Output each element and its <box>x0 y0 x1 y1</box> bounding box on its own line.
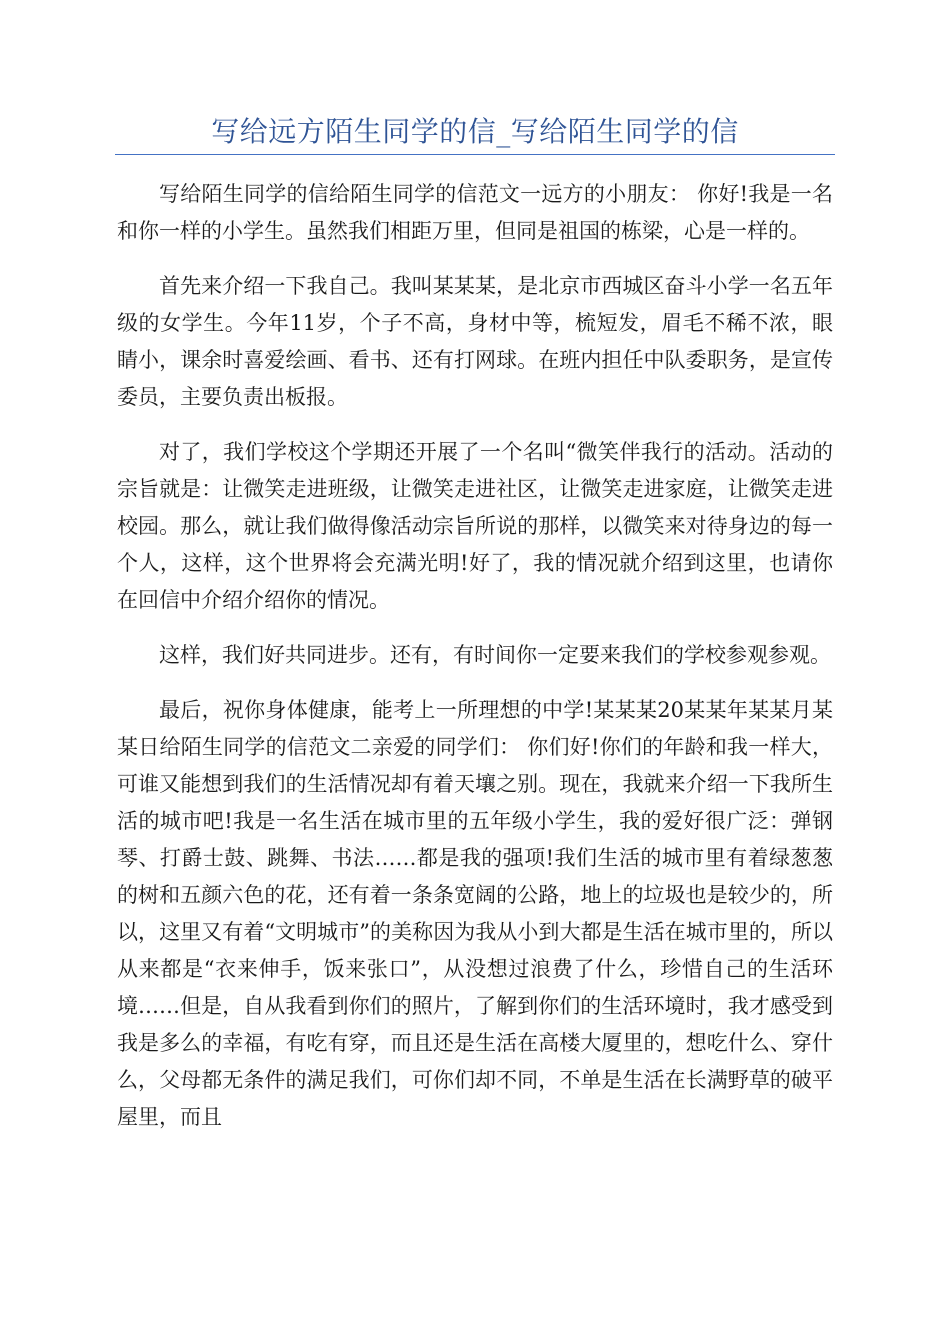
document-body <box>117 176 833 1154</box>
paragraph-4: 这样，我们好共同进步。还有，有时间你一定要来我们的学校参观参观。 <box>159 643 831 667</box>
paragraph-1: 写给陌生同学的信给陌生同学的信范文一远方的小朋友： 你好!我是一名和你一样的小学生。虽然我们相距万里，但同是祖国的栋梁，心是一样的。 <box>117 182 833 243</box>
title-underline <box>115 154 835 155</box>
paragraph-3: 对了，我们学校这个学期还开展了一个名叫“微笑伴我行的活动。活动的宗旨就是：让微笑走进班级，让微笑走进社区，让微笑走进家庭，让微笑走进校园。那么，就让我们做得像活动宗旨所说的那样，以微笑来对待身边的每一个人，这样，这个世界将会充满光明!好了，我的情况就介绍到这里，也请你在回信中介绍介绍你的情况。 <box>117 440 833 612</box>
document-title: 写给远方陌生同学的信_写给陌生同学的信 <box>211 115 739 148</box>
paragraph-2: 首先来介绍一下我自己。我叫某某某，是北京市西城区奋斗小学一名五年级的女学生。今年11岁，个子不高，身材中等，梳短发，眉毛不稀不浓，眼睛小，课余时喜爱绘画、看书、还有打网球。在班内担任中队委职务，是宣传委员，主要负责出板报。 <box>117 274 833 409</box>
paragraph-5: 最后，祝你身体健康，能考上一所理想的中学!某某某20某某年某某月某某日给陌生同学的信范文二亲爱的同学们： 你们好!你们的年龄和我一样大，可谁又能想到我们的生活情况却有着天壤之别。现在，我就来介绍一下我所生活的城市吧!我是一名生活在城市里的五年级小学生，我的爱好很广泛：弹钢琴、打爵士鼓、跳舞、书法……都是我的强项!我们生活的城市里有着绿葱葱的树和五颜六色的花，还有着一条条宽阔的公路，地上的垃圾也是较少的，所以，这里又有着“文明城市”的美称因为我从小到大都是生活在城市里的，所以从来都是“衣来伸手，饭来张口”，从没想过浪费了什么，珍惜自己的生活环境……但是，自从我看到你们的照片，了解到你们的生活环境时，我才感受到我是多么的幸福，有吃有穿，而且还是生活在高楼大厦里的，想吃什么、穿什么，父母都无条件的满足我们，可你们却不同，不单是生活在长满野草的破平屋里，而且 <box>117 698 833 1129</box>
